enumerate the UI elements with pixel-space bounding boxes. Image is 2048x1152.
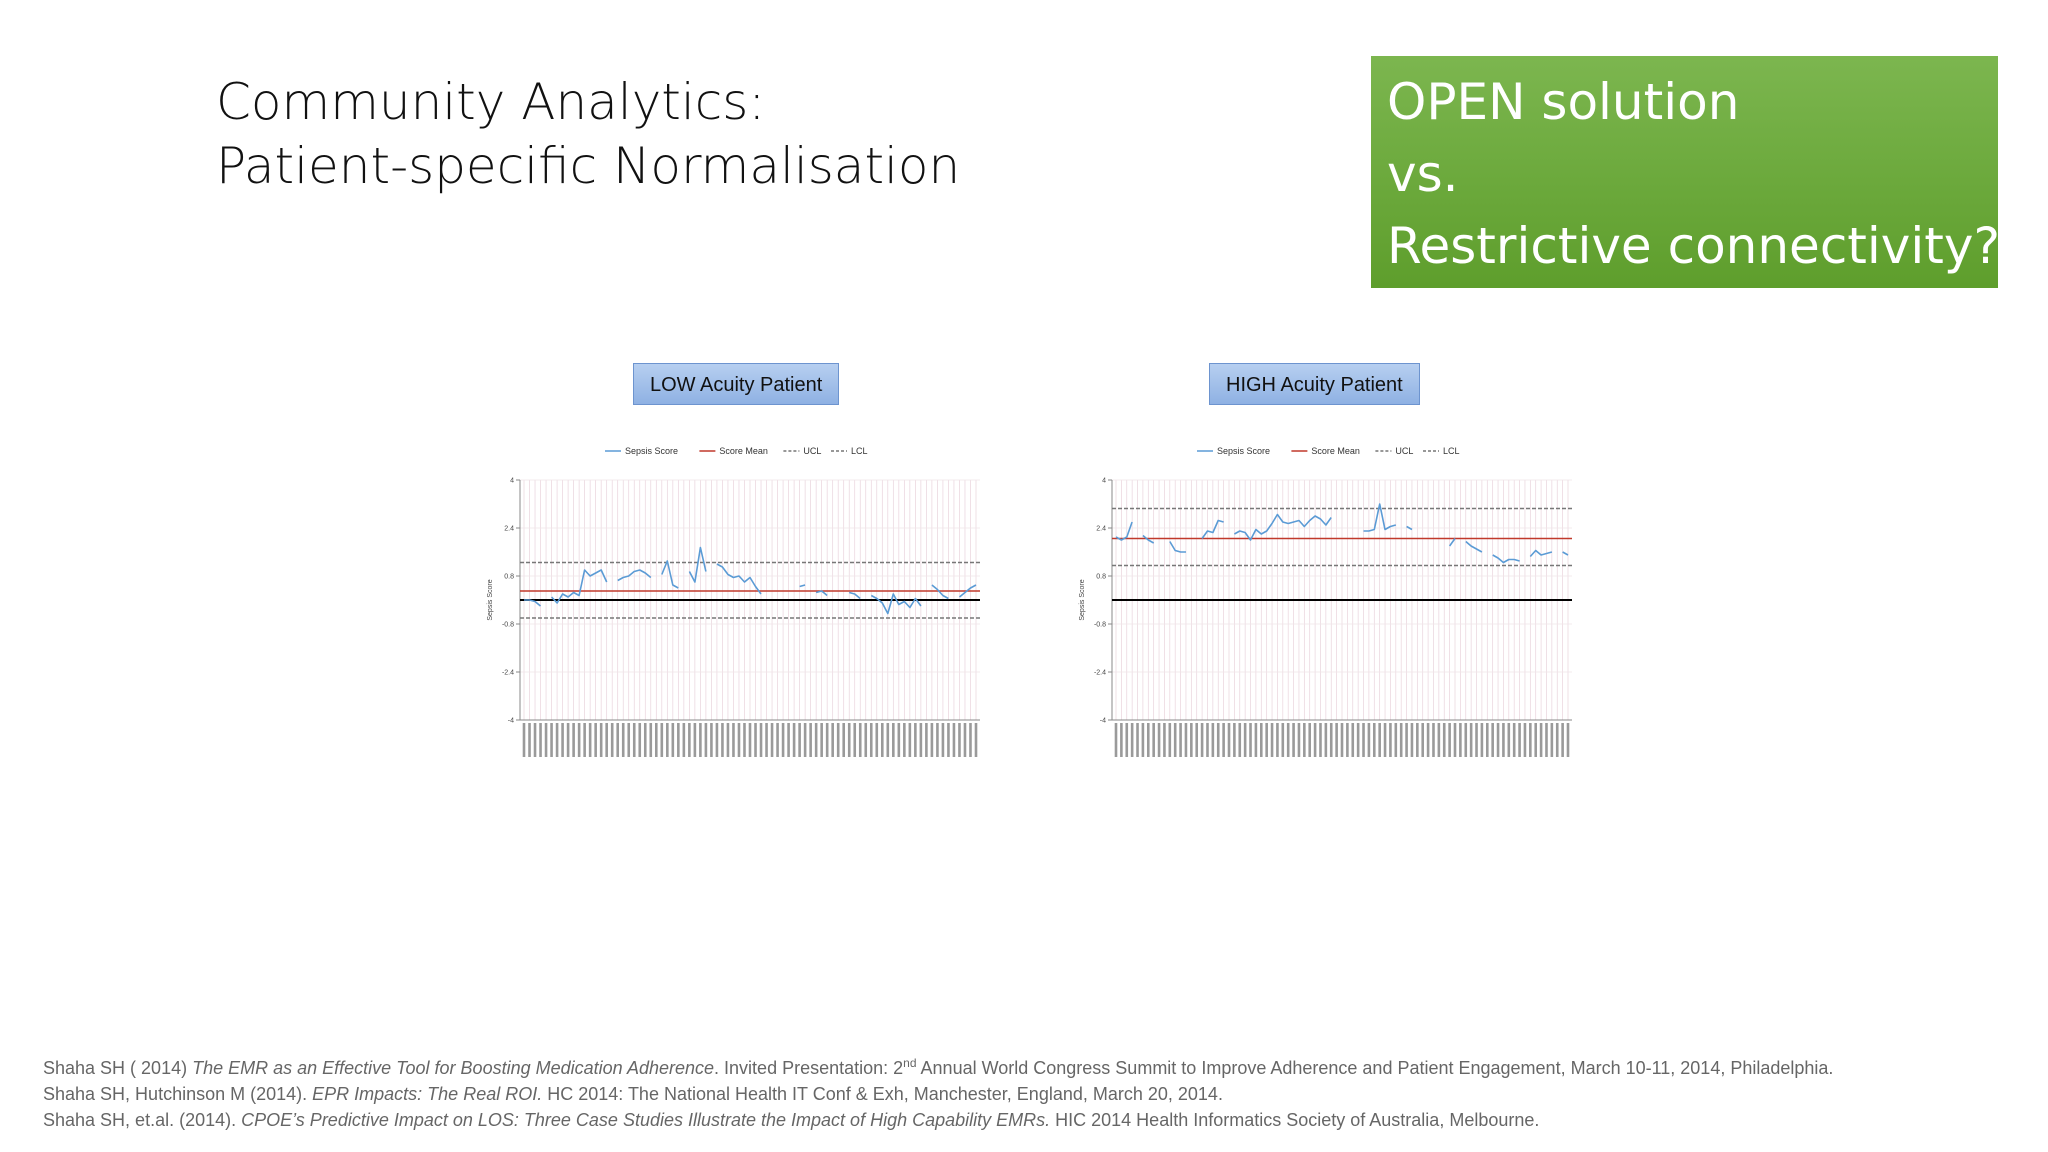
x-tick-label [798,723,801,757]
x-tick-label [616,723,619,757]
x-tick-label [1534,723,1537,757]
sepsis-score-segment [1466,542,1482,553]
x-tick-label [1212,723,1215,757]
x-tick-label [1265,723,1268,757]
x-tick-label [716,723,719,757]
x-tick-label [1158,723,1161,757]
x-tick-label [710,723,713,757]
x-tick-label [661,723,664,757]
y-tick-label: 4 [1102,477,1106,485]
x-tick-label [964,723,967,757]
x-tick-label [556,723,559,757]
y-tick-label: 0.8 [1096,573,1106,581]
x-tick-label [1185,723,1188,757]
x-tick-label [969,723,972,757]
x-tick-label [853,723,856,757]
x-tick-label [578,723,581,757]
sepsis-score-segment [1493,555,1520,563]
x-tick-label [1443,723,1446,757]
reference-2: Shaha SH, Hutchinson M (2014). EPR Impacts: The Real ROI. HC 2014: The National Health IT Conf & Exh, Manchester, England, March 20, 2014. [43,1084,1223,1104]
x-tick-label [1206,723,1209,757]
x-tick-label [644,723,647,757]
x-tick-label [1416,723,1419,757]
x-tick-label [1228,723,1231,757]
x-tick-label [1448,723,1451,757]
x-tick-label [842,723,845,757]
x-tick-label [793,723,796,757]
x-tick-label [1491,723,1494,757]
x-tick-label [1545,723,1548,757]
x-tick-label [754,723,757,757]
x-tick-label [1502,723,1505,757]
x-tick-label [1163,723,1166,757]
x-tick-label [1438,723,1441,757]
x-tick-label [1405,723,1408,757]
x-tick-label [1233,723,1236,757]
x-tick-label [1152,723,1155,757]
y-tick-label: 2.4 [504,525,514,533]
x-tick-label [1271,723,1274,757]
x-tick-label [749,723,752,757]
x-tick-label [903,723,906,757]
x-tick-label [1368,723,1371,757]
legend-label: Score Mean [719,446,768,456]
x-tick-label [909,723,912,757]
x-tick-label [594,723,597,757]
x-tick-label [528,723,531,757]
x-tick-label [622,723,625,757]
x-tick-label [655,723,658,757]
sepsis-score-segment [1116,522,1132,540]
x-tick-label [611,723,614,757]
x-tick-label [677,723,680,757]
x-tick-label [864,723,867,757]
x-tick-label [694,723,697,757]
x-tick-label [1351,723,1354,757]
x-tick-label [732,723,735,757]
high-acuity-chart [1072,440,1582,760]
x-tick-labels [523,723,978,757]
x-tick-label [534,723,537,757]
x-tick-label [887,723,890,757]
legend-label: Sepsis Score [1217,446,1271,456]
sepsis-score-segment [800,585,806,587]
x-tick-label [782,723,785,757]
sepsis-score-segment [689,548,706,583]
x-tick-label [1190,723,1193,757]
x-tick-label [958,723,961,757]
slide-title-line-2: Patient-specific Normalisation [216,137,961,195]
x-tick-label [1303,723,1306,757]
x-tick-label [539,723,542,757]
y-tick-label: 2.4 [1096,525,1106,533]
x-tick-label [776,723,779,757]
x-tick-label [1282,723,1285,757]
x-tick-label [633,723,636,757]
x-tick-label [892,723,895,757]
callout-line-3: Restrictive connectivity? [1387,217,2001,275]
x-tick-label [1518,723,1521,757]
x-tick-label [561,723,564,757]
x-tick-label [1551,723,1554,757]
x-tick-label [826,723,829,757]
x-tick-label [1524,723,1527,757]
slide-title-line-1: Community Analytics: [216,73,766,131]
x-tick-label [1432,723,1435,757]
x-tick-label [627,723,630,757]
x-tick-label [1335,723,1338,757]
x-tick-label [1556,723,1559,757]
x-tick-label [1384,723,1387,757]
legend-label: Sepsis Score [625,446,679,456]
x-tick-label [1459,723,1462,757]
high-acuity-label: HIGH Acuity Patient [1209,363,1420,405]
x-tick-label [1222,723,1225,757]
y-tick-label: -0.8 [501,621,514,629]
x-tick-label [1427,723,1430,757]
x-tick-label [1357,723,1360,757]
x-tick-label [699,723,702,757]
x-tick-label [589,723,592,757]
x-tick-label [1276,723,1279,757]
y-tick-label: -4 [1099,717,1106,725]
x-tick-label [1497,723,1500,757]
x-tick-label [936,723,939,757]
x-tick-label [649,723,652,757]
x-tick-label [1314,723,1317,757]
callout-line-2: vs. [1387,145,1459,203]
x-tick-labels [1115,723,1570,757]
x-tick-label [1238,723,1241,757]
x-tick-label [875,723,878,757]
x-tick-label [765,723,768,757]
x-tick-label [1475,723,1478,757]
x-tick-label [1244,723,1247,757]
x-tick-label [1120,723,1123,757]
x-tick-label [683,723,686,757]
low-acuity-chart [480,440,990,760]
x-tick-label [848,723,851,757]
sepsis-score-segment [871,594,921,614]
callout-line-1: OPEN solution [1387,73,1740,131]
x-tick-label [1142,723,1145,757]
x-tick-label [672,723,675,757]
x-tick-label [688,723,691,757]
x-tick-label [1421,723,1424,757]
x-tick-label [1481,723,1484,757]
x-tick-label [1195,723,1198,757]
x-tick-label [1169,723,1172,757]
x-tick-label [583,723,586,757]
x-tick-label [1260,723,1263,757]
x-tick-label [727,723,730,757]
x-tick-label [953,723,956,757]
x-tick-label [545,723,548,757]
x-tick-label [925,723,928,757]
x-tick-label [809,723,812,757]
y-tick-label: -2.4 [1093,669,1106,677]
x-tick-label [760,723,763,757]
x-tick-label [572,723,575,757]
x-tick-label [804,723,807,757]
x-tick-label [567,723,570,757]
x-tick-label [1373,723,1376,757]
reference-1: Shaha SH ( 2014) The EMR as an Effective Tool for Boosting Medication Adherence. Invited Presentation: 2nd Annual World Congress Summit to Improve Adherence and Patient Engagement, March 10-11, 2014, Philadelphia. [43,1056,1834,1078]
x-tick-label [1540,723,1543,757]
x-tick-label [705,723,708,757]
legend-label: LCL [851,446,868,456]
x-tick-label [1308,723,1311,757]
x-tick-label [947,723,950,757]
sepsis-score-segment [1450,539,1455,547]
x-tick-label [1400,723,1403,757]
y-tick-label: -2.4 [501,669,514,677]
legend-label: Score Mean [1311,446,1360,456]
y-axis-label: Sepsis Score [487,579,494,621]
y-tick-label: 0.8 [504,573,514,581]
x-tick-label [1147,723,1150,757]
y-tick-label: -4 [507,717,514,725]
x-tick-label [837,723,840,757]
x-tick-label [721,723,724,757]
x-tick-label [638,723,641,757]
x-tick-label [771,723,774,757]
x-tick-label [914,723,917,757]
x-tick-label [666,723,669,757]
x-tick-label [859,723,862,757]
x-tick-label [1330,723,1333,757]
x-tick-label [942,723,945,757]
low-acuity-label: LOW Acuity Patient [633,363,839,405]
x-tick-label [1249,723,1252,757]
x-tick-label [1136,723,1139,757]
x-tick-label [1174,723,1177,757]
x-tick-label [1255,723,1258,757]
x-tick-label [898,723,901,757]
x-tick-label [743,723,746,757]
x-tick-label [1125,723,1128,757]
x-tick-label [1362,723,1365,757]
x-tick-label [1378,723,1381,757]
x-tick-label [920,723,923,757]
x-tick-label [1341,723,1344,757]
x-tick-label [881,723,884,757]
x-tick-label [1411,723,1414,757]
x-tick-label [1561,723,1564,757]
x-tick-label [1115,723,1118,757]
x-tick-label [1513,723,1516,757]
x-tick-label [787,723,790,757]
x-tick-label [605,723,608,757]
x-tick-label [870,723,873,757]
x-tick-label [1287,723,1290,757]
x-tick-label [550,723,553,757]
chart-legend [605,446,868,456]
x-tick-label [523,723,526,757]
x-tick-label [1346,723,1349,757]
x-tick-label [1529,723,1532,757]
x-tick-label [815,723,818,757]
x-tick-label [975,723,978,757]
x-tick-label [1298,723,1301,757]
y-tick-label: 4 [510,477,514,485]
x-tick-label [1131,723,1134,757]
x-tick-label [931,723,934,757]
x-tick-label [820,723,823,757]
sepsis-score-segment [1563,552,1568,555]
x-tick-label [1486,723,1489,757]
x-tick-label [1179,723,1182,757]
x-tick-label [1319,723,1322,757]
x-tick-label [1325,723,1328,757]
x-tick-label [831,723,834,757]
legend-label: UCL [1395,446,1414,456]
x-tick-label [1292,723,1295,757]
chart-legend [1197,446,1460,456]
callout-box [1371,56,2001,288]
y-tick-label: -0.8 [1093,621,1106,629]
x-tick-label [1389,723,1392,757]
x-tick-label [1464,723,1467,757]
x-tick-label [738,723,741,757]
legend-label: LCL [1443,446,1460,456]
x-tick-label [600,723,603,757]
x-tick-label [1454,723,1457,757]
slide-title [216,70,960,198]
sepsis-score-segment [662,561,679,588]
legend-label: UCL [803,446,822,456]
references [43,1050,2033,1133]
sepsis-score-segment [1170,542,1186,553]
x-tick-label [1217,723,1220,757]
x-tick-label [1470,723,1473,757]
x-tick-label [1567,723,1570,757]
x-tick-label [1395,723,1398,757]
x-tick-label [1201,723,1204,757]
x-tick-label [1508,723,1511,757]
y-axis-label: Sepsis Score [1079,579,1086,621]
reference-3: Shaha SH, et.al. (2014). CPOE’s Predictive Impact on LOS: Three Case Studies Illustrate the Impact of High Capability EMRs. HIC 2014 Health Informatics Society of Australia, Melbourne. [43,1110,1540,1130]
